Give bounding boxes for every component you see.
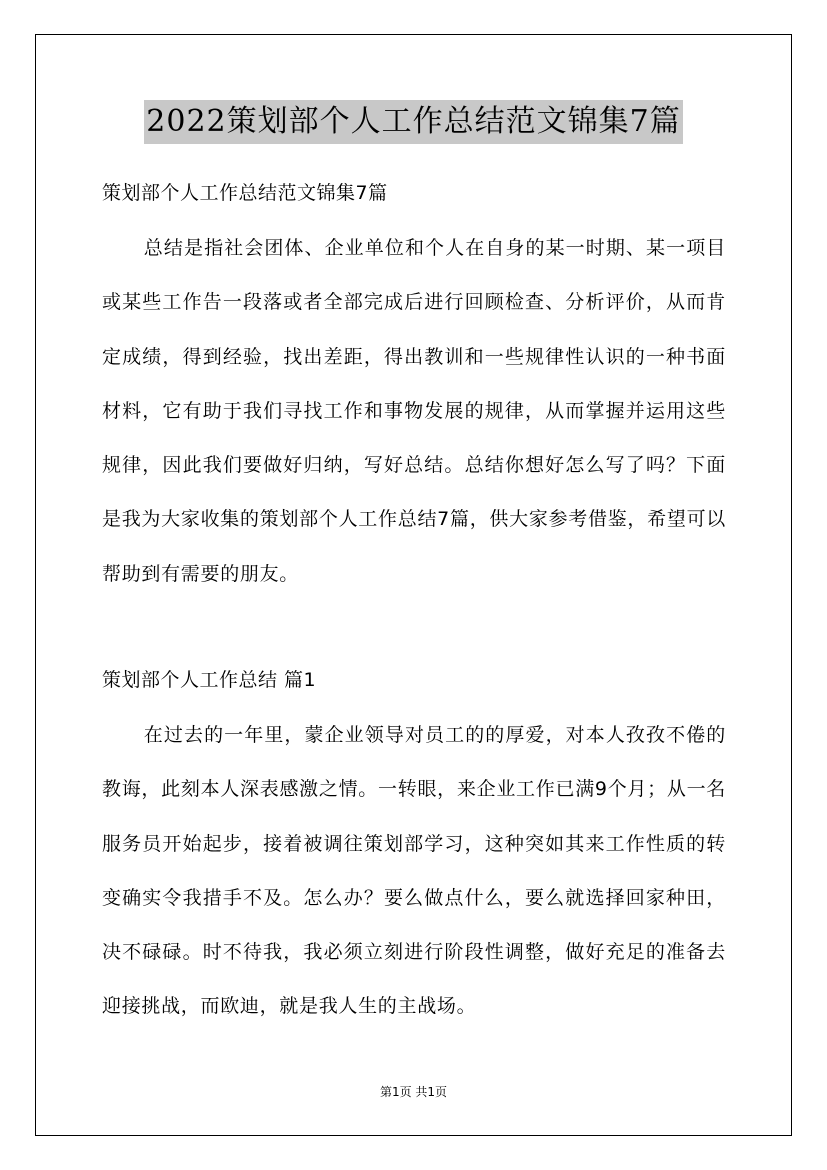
title-container [0, 100, 827, 144]
page-footer: 第1页 共1页 [379, 1085, 448, 1099]
document-title: 2022策划部个人工作总结范文锦集7篇 [144, 100, 682, 144]
section-paragraph: 在过去的一年里，蒙企业领导对员工的的厚爱，对本人孜孜不倦的教诲，此刻本人深表感激之情。一转眼，来企业工作已满9个月；从一名服务员开始起步，接着被调往策划部学习，这种突如其来工作性质的转变确实令我措手不及。怎么办？要么做点什么，要么就选择回家种田，决不碌碌。时不待我，我必须立刻进行阶段性调整，做好充足的准备去迎接挑战，而欧迪，就是我人生的主战场。 [102, 724, 726, 1018]
document-subtitle: 策划部个人工作总结范文锦集7篇 [102, 182, 388, 204]
section-heading: 策划部个人工作总结 篇1 [102, 669, 317, 691]
intro-paragraph: 总结是指社会团体、企业单位和个人在自身的某一时期、某一项目或某些工作告一段落或者全部完成后进行回顾检查、分析评价，从而肯定成绩，得到经验，找出差距，得出教训和一些规律性认识的一种书面材料，它有助于我们寻找工作和事物发展的规律，从而掌握并运用这些规律，因此我们要做好归纳，写好总结。总结你想好怎么写了吗？下面是我为大家收集的策划部个人工作总结7篇，供大家参考借鉴，希望可以帮助到有需要的朋友。 [102, 237, 726, 585]
